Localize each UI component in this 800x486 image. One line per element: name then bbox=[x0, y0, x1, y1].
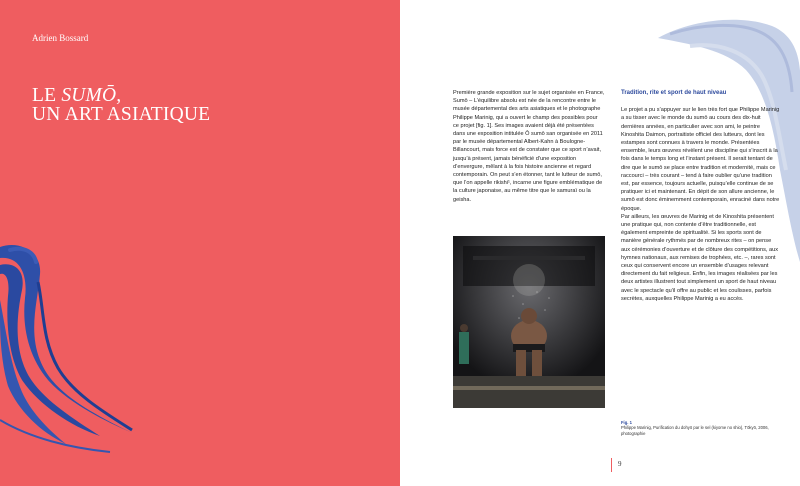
chapter-title bbox=[32, 86, 210, 124]
paragraph: Par ailleurs, les œuvres de Marinig et de Kinoshita présentent une pratique qui, non contente d’être traditionnelle, est également empreinte de spiritualité. Si les sports sont de manière générale rythmés par de nombreux rites – on pense aux cérémonies d’ouverture et de clôture des compétitions, aux hymnes nationaux, aux remises de trophées, etc. –, rares sont ceux qui conservent encore un ensemble d’usages relevant directement du fait religieux. Enfin, les images réalisées par les deux artistes illustrent tout simplement un sport de haut niveau avec le spectacle qu’il offre au public et les coulisses, parfois secrètes, auxquelles Philippe Marinig a eu accès. bbox=[621, 213, 779, 302]
title-line-2: UN ART ASIATIQUE bbox=[32, 104, 211, 125]
text-column-2 bbox=[621, 89, 781, 303]
paragraph: Première grande exposition sur le sujet organisée en France, Sumō – L’équilibre absolu est née de la rencontre entre le musée départemental des arts asiatiques et le photographe Philippe Marinig, qui a ouvert le champ des possibles pour ce projet [fig. 1]. Ses images avaient déjà été présentées dans une exposition intitulée Ô sumō san organisée en 2011 par le musée départemental Albert-Kahn à Boulogne-Billancourt, mais force est de constater que ce sport n’avait, jusqu’à présent, jamais bénéficié d’une exposition d’envergure, mêlant à la fois histoire ancienne et regard contemporain. On peut s’en étonner, tant le lutteur de sumō, que l’on appelle rikishi¹, incarne une figure emblématique de la culture japonaise, au même titre que le samuraï ou la geisha. bbox=[453, 90, 605, 203]
figure-label: Fig. 1 bbox=[621, 420, 632, 425]
author-name: Adrien Bossard bbox=[32, 33, 89, 43]
figure-caption bbox=[621, 420, 771, 436]
title-line-1 bbox=[32, 86, 210, 105]
title-prefix: LE bbox=[32, 85, 62, 106]
paragraph: Le projet a pu s’appuyer sur le lien très fort que Philippe Marinig a su tisser avec le monde du sumō au cours des dix-huit dernières années, en particulier avec son ami, le peintre Kinoshita Daimon, portraitiste officiel des lutteurs, dont les estampes sont connues à travers le monde. Présentées ensemble, leurs œuvres révèlent une discipline qui s’inscrit à la fois dans le temps long et l’instant présent. Il serait tentant de dire que le sumō se place entre tradition et modernité, mais ce raccourci – très courant – tend à faire oublier qu’une tradition est, par essence, toujours actuelle, puisqu’elle continue de se pratiquer ici et maintenant. En dépit de son allure ancienne, le sumō est donc éminemment contemporain, enraciné dans notre époque. bbox=[621, 107, 780, 212]
right-page bbox=[400, 0, 800, 486]
text-column-1 bbox=[453, 89, 605, 204]
caption-text: Philippe Marinig, Purification du dohyō par le sel (kiyome no shio), Tōkyō, 2006, photographie bbox=[621, 425, 769, 436]
section-heading: Tradition, rite et sport de haut niveau bbox=[621, 90, 727, 96]
sumo-photograph bbox=[453, 236, 605, 408]
page-number: 9 bbox=[618, 460, 622, 468]
title-italic-word: SUMŌ, bbox=[61, 85, 122, 106]
sumo-photo-illustration bbox=[453, 236, 605, 408]
page-number-rule bbox=[611, 458, 612, 472]
